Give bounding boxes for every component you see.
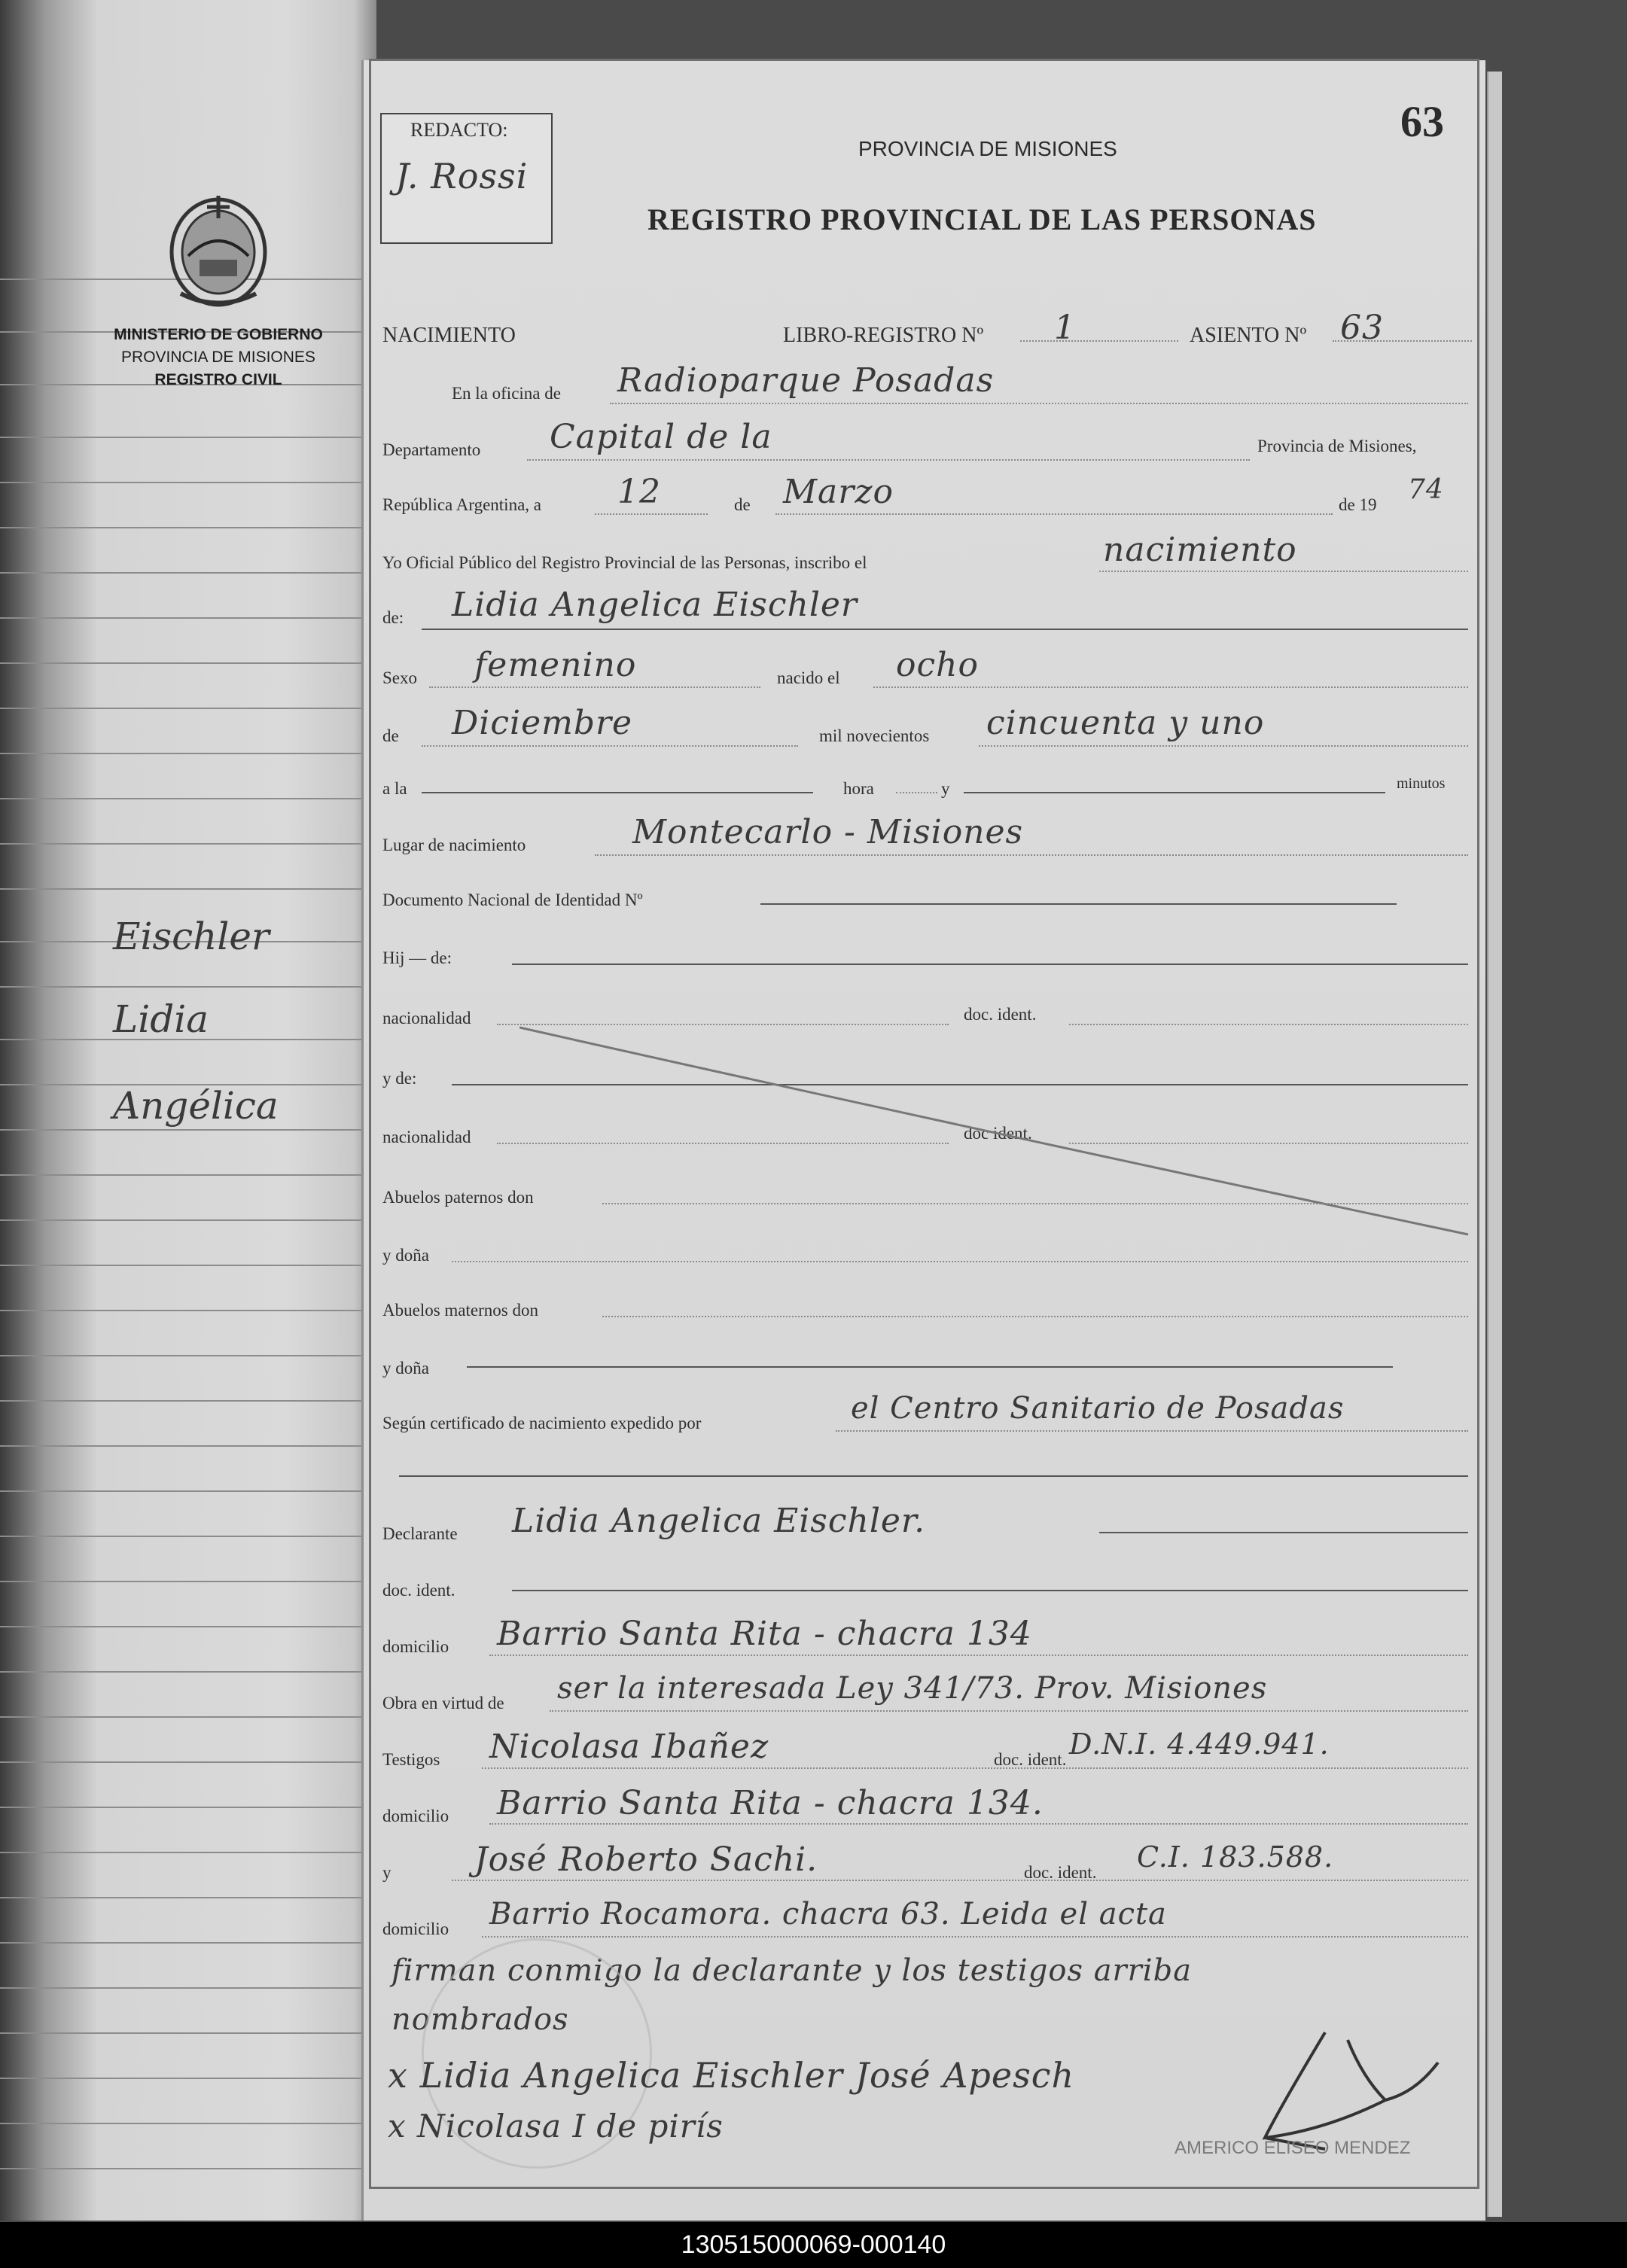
oficina-value: Radioparque Posadas [617,361,995,400]
doc-ident2-label: doc ident. [964,1124,1032,1143]
signature-line-1: x Lidia Angelica Eischler José Apesch [388,2055,1075,2096]
mil-label: mil novecientos [819,726,930,745]
redacto-label: REDACTO: [410,119,508,141]
cierre-text: firman conmigo la declarante y los testigos arriba [392,1953,1193,1988]
asiento-value: 63 [1340,309,1384,347]
y-de-label: y de: [382,1069,417,1088]
asiento-label: ASIENTO Nº [1190,324,1307,347]
abuelos-m-label: Abuelos maternos don [382,1301,538,1320]
testigos-label: Testigos [382,1750,440,1769]
testigo1-value: Nicolasa Ibañez [489,1728,769,1766]
ministry-heading [79,324,358,391]
document-id: 130515000069-000140 [681,2230,946,2259]
inscribo-value: nacimiento [1103,531,1297,569]
signature-line-2: x Nicolasa I de pirís [388,2108,724,2145]
testigo1-doc: D.N.I. 4.449.941. [1069,1728,1330,1761]
fecha-label: República Argentina, a [382,495,541,514]
nacido-dia-value: ocho [896,646,979,684]
testigo2-domicilio: Barrio Rocamora. chacra 63. Leida el acta [489,1897,1167,1932]
abuelos-p-label: Abuelos paternos don [382,1188,534,1207]
margin-first-name: Lidia [113,997,209,1041]
domicilio-label: domicilio [382,1637,449,1656]
domicilio-value: Barrio Santa Rita - chacra 134 [497,1615,1032,1653]
oficina-label: En la oficina de [452,384,561,403]
lugar-label: Lugar de nacimiento [382,836,526,854]
record-type: NACIMIENTO [382,324,516,347]
testigo2-doc: C.I. 183.588. [1137,1840,1334,1874]
page-number: 63 [1400,97,1444,146]
testigo1-domicilio: Barrio Santa Rita - chacra 134. [497,1784,1044,1822]
cierre-text-2: nombrados [392,2002,569,2037]
certificado-value: el Centro Sanitario de Posadas [851,1391,1345,1426]
nacionalidad2-label: nacionalidad [382,1128,471,1146]
declarante-value: Lidia Angelica Eischler. [512,1502,926,1540]
y-dona-label: y doña [382,1246,429,1265]
margin-surname: Eischler [113,915,270,958]
ministry-registry: REGISTRO CIVIL [154,371,282,388]
departamento-label: Departamento [382,440,481,459]
nombre-value: Lidia Angelica Eischler [452,586,858,624]
redacto-box [380,113,553,244]
sexo-label: Sexo [382,668,417,687]
hora-label: hora [843,779,874,798]
declarante-label: Declarante [382,1524,458,1543]
y-label: y [941,779,950,798]
y-dona2-label: y doña [382,1359,429,1378]
ministry-name: MINISTERIO DE GOBIERNO [114,326,323,343]
sexo-value: femenino [474,646,637,684]
de-persona-label: de: [382,608,404,627]
mes-value: Marzo [783,473,894,511]
coat-of-arms-icon [158,181,279,312]
a-la-label: a la [382,779,407,798]
doc-ident5-label: doc. ident. [1024,1863,1097,1882]
dia-value: 12 [617,473,661,511]
libro-label: LIBRO-REGISTRO Nº [783,324,984,347]
provincia-label: Provincia de Misiones, [1257,437,1417,455]
nacionalidad-label: nacionalidad [382,1009,471,1027]
certificado-label: Según certificado de nacimiento expedido por [382,1414,702,1432]
anio-label: de 19 [1339,495,1377,514]
margin-second-name: Angélica [113,1084,279,1128]
cancel-stroke [519,1016,1476,1242]
anio-value: 74 [1408,474,1444,505]
official-stamp: AMERICO ELISEO MENDEZ [1175,2138,1411,2158]
obra-label: Obra en virtud de [382,1694,504,1712]
nacido-anio-value: cincuenta y uno [986,704,1265,742]
libro-value: 1 [1054,309,1076,347]
redacto-signature: J. Rossi [395,156,529,196]
doc-ident-label: doc. ident. [964,1005,1037,1024]
y2-label: y [382,1863,392,1882]
page-edge [1487,72,1502,2217]
testigo2-value: José Roberto Sachi. [474,1840,818,1879]
nacido-label: nacido el [777,668,840,687]
doc-ident3-label: doc. ident. [382,1581,455,1600]
registry-title: REGISTRO PROVINCIAL DE LAS PERSONAS [647,202,1317,236]
hijo-label: Hij — de: [382,948,452,967]
de-mes-label: de [382,726,399,745]
domicilio2-label: domicilio [382,1807,449,1825]
domicilio3-label: domicilio [382,1919,449,1938]
departamento-value: Capital de la [550,418,772,456]
minutos-label: minutos [1397,775,1446,792]
oficial-label: Yo Oficial Público del Registro Provincial de las Personas, inscribo el [382,553,867,572]
ministry-province: PROVINCIA DE MISIONES [121,349,315,366]
lugar-value: Montecarlo - Misiones [632,813,1024,851]
nacido-mes-value: Diciembre [452,704,633,742]
obra-value: ser la interesada Ley 341/73. Prov. Misiones [557,1671,1268,1706]
document-id-bar [0,2222,1627,2268]
de-label: de [734,495,751,514]
doc-ident4-label: doc. ident. [994,1750,1067,1769]
province-title: PROVINCIA DE MISIONES [858,137,1117,160]
dni-label: Documento Nacional de Identidad Nº [382,890,643,909]
